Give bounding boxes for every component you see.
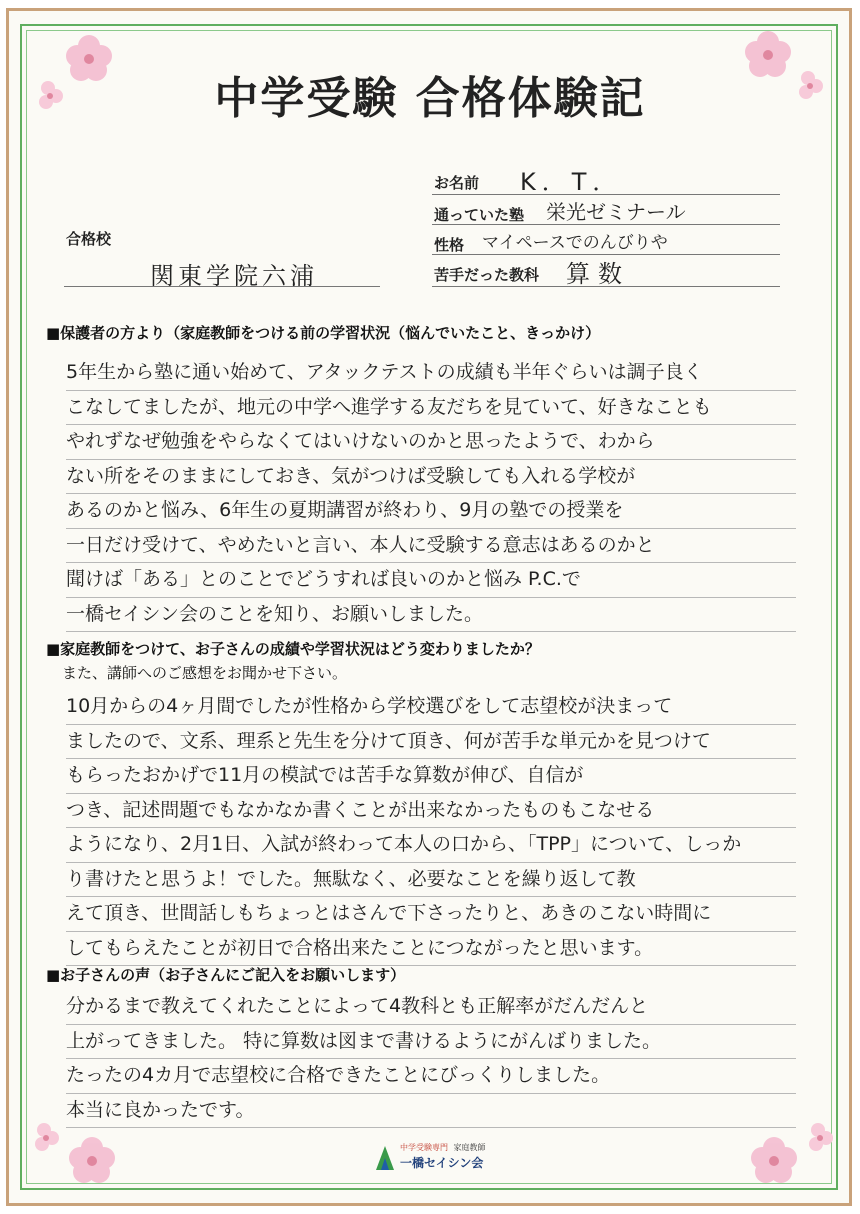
parent-after-heading: ■家庭教師をつけて、お子さんの成績や学習状況はどう変わりましたか？ [46,640,540,658]
juku-value: 栄光ゼミナール [546,200,686,224]
parent-before-text [66,356,796,632]
name-label: お名前 [434,174,480,192]
text-line: 分かるまで教えてくれたことによって4教科とも正解率がだんだんと [66,990,796,1025]
school-underline [64,286,380,287]
juku-label: 通っていた塾 [434,206,525,224]
footer-service: 家庭教師 [453,1143,486,1152]
text-line: ない所をそのままにしておき、気がつけば受験しても入れる学校が [66,460,796,495]
weak-subject-value: 算数 [566,260,630,288]
text-line: つき、記述問題でもなかなか書くことが出来なかったものもこなせる [66,794,796,829]
text-line: り書けたと思うよ！でした。無駄なく、必要なことを繰り返して教 [66,863,796,898]
text-line: たったの4カ月で志望校に合格できたことにびっくりしました。 [66,1059,796,1094]
footer-brand: 一橋セイシン会 [400,1156,484,1170]
personality-value: マイペースでのんびりや [482,233,668,253]
text-line: 上がってきました。 特に算数は図まで書けるようにがんばりました。 [66,1025,796,1060]
school-label: 合格校 [66,230,112,248]
text-line: 5年生から塾に通い始めて、アタックテストの成績も半年ぐらいは調子良く [66,356,796,391]
footer-tagline: 中学受験専門 [400,1143,448,1152]
text-line: 一橋セイシン会のことを知り、お願いしました。 [66,598,796,633]
parent-after-subheading: また、講師へのご感想をお聞かせ下さい。 [62,664,348,682]
name-underline [432,194,780,195]
parent-before-heading: ■保護者の方より（家庭教師をつける前の学習状況（悩んでいたこと、きっかけ） [46,324,601,342]
text-line: ましたので、文系、理系と先生を分けて頂き、何が苦手な単元かを見つけて [66,725,796,760]
child-voice-heading: ■お子さんの声（お子さんにご記入をお願いします） [46,966,406,984]
child-voice-text [66,990,796,1128]
text-line: えて頂き、世間話しもちょっとはさんで下さったりと、あきのこない時間に [66,897,796,932]
text-line: やれずなぜ勉強をやらなくてはいけないのかと思ったようで、わから [66,425,796,460]
text-line: 聞けば「ある」とのことでどうすれば良いのかと悩み P.C.で [66,563,796,598]
juku-underline [432,224,780,225]
text-line: こなしてましたが、地元の中学へ進学する友だちを見ていて、好きなことも [66,391,796,426]
text-line: してもらえたことが初日で合格出来たことにつながったと思います。 [66,932,796,967]
text-line: あるのかと悩み、6年生の夏期講習が終わり、9月の塾での授業を [66,494,796,529]
text-line: 10月からの4ヶ月間でしたが性格から学校選びをして志望校が決まって [66,690,796,725]
weak-subject-label: 苦手だった教科 [434,266,540,284]
text-line: 本当に良かったです。 [66,1094,796,1129]
text-line: 一日だけ受けて、やめたいと言い、本人に受験する意志はあるのかと [66,529,796,564]
personality-label: 性格 [434,236,465,254]
text-line: もらったおかげで11月の模試では苦手な算数が伸び、自信が [66,759,796,794]
weak-subject-underline [432,286,780,287]
logo-mark-icon [374,1142,396,1172]
page-title: 中学受験 合格体験記 [214,73,646,124]
name-value: K．T． [520,168,623,196]
footer-logo [374,1140,504,1174]
school-value: 関東学院六浦 [150,262,318,290]
parent-after-text [66,690,796,966]
text-line: ようになり、2月1日、入試が終わって本人の口から、「TPP」について、しっか [66,828,796,863]
